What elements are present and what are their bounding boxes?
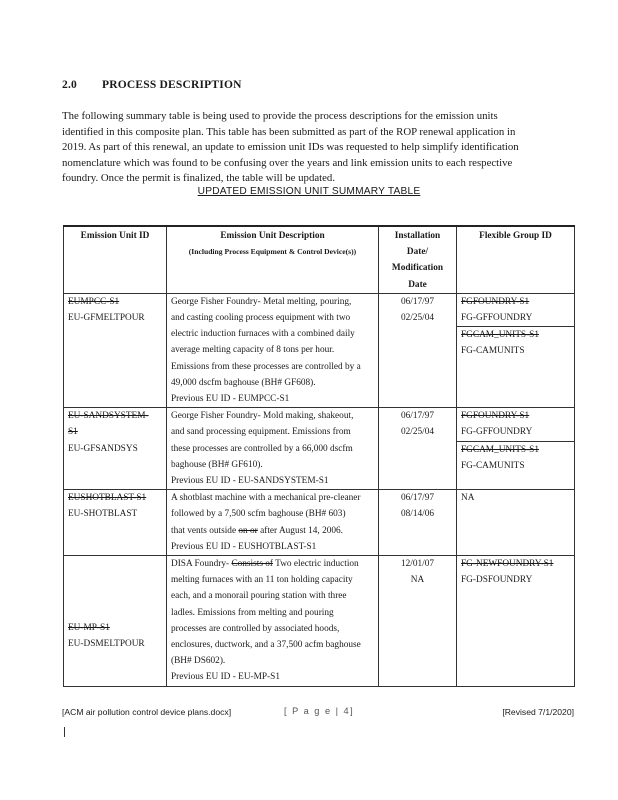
cell-flexible-group: FGFOUNDRY-S1 FG-GFFOUNDRY FGCAM_UNITS-S1 FG-CAMUNITS — [457, 408, 575, 490]
header-emission-unit-id: Emission Unit ID — [64, 226, 167, 293]
intro-line: nomenclature which was found to be confusing over the years and link emission units to each respective — [62, 156, 513, 169]
new-unit-id: EU-GFSANDSYS — [68, 443, 138, 454]
table-header-row — [64, 226, 575, 293]
cell-dates: 12/01/07 NA — [379, 556, 457, 687]
cell-description: DISA Foundry- Consists of Two electric induction melting furnaces with an 11 ton holding capacity each, and a monorail pouring station with three ladles. Emissions from melting and pouring processes are controlled by associated hoods, enclosures, ductwork, and a 37,500 acfm baghouse (BH# DS602). Previous EU ID - EU-MP-S1 — [167, 556, 379, 687]
old-unit-id: EU-SANDSYSTEM- — [68, 411, 149, 422]
cell-description: George Fisher Foundry- Metal melting, pouring, and casting cooling process equipment with two electric induction furnaces with a combined daily average melting capacity of 8 tons per hour. Emissions from these processes are controlled by a 49,000 dscfm baghouse (BH# GF608). Previous EU ID - EUMPCC-S1 — [167, 293, 379, 407]
footer-page-number: [ P a g e | 4] — [284, 706, 355, 716]
section-title: PROCESS DESCRIPTION — [102, 79, 242, 91]
old-unit-id-cont: S1 — [68, 427, 78, 438]
footer-filename: [ACM air pollution control device plans.docx] — [62, 707, 232, 717]
cell-description: A shotblast machine with a mechanical pre-cleaner followed by a 7,500 scfm baghouse (BH# 603) that vents outside on or after August 14, 2006. Previous EU ID - EUSHOTBLAST-S1 — [167, 490, 379, 556]
old-unit-id: EUSHOTBLAST-S1 — [68, 493, 147, 504]
section-heading — [62, 79, 242, 91]
table-row — [64, 490, 575, 556]
page-footer — [62, 707, 574, 721]
cell-flexible-group: FG-NEWFOUNDRY-S1 FG-DSFOUNDRY — [457, 556, 575, 687]
cell-unit-id — [64, 408, 167, 490]
new-unit-id: EU-SHOTBLAST — [68, 509, 138, 520]
struck-text: on or — [238, 525, 258, 536]
cell-description: George Fisher Foundry- Mold making, shakeout, and sand processing equipment. Emissions from these processes are controlled by a 66,000 dscfm baghouse (BH# GF610). Previous EU ID - EU-SANDSYSTEM-S1 — [167, 408, 379, 490]
header-description-sub: (Including Process Equipment & Control Device(s)) — [188, 247, 357, 257]
emission-unit-summary-table — [63, 225, 575, 687]
cell-flexible-group: FGFOUNDRY-S1 FG-GFFOUNDRY FGCAM_UNITS-S1 FG-CAMUNITS — [457, 293, 575, 407]
table-row — [64, 408, 575, 490]
header-flexible-group-id: Flexible Group ID — [457, 226, 575, 293]
table-title: UPDATED EMISSION UNIT SUMMARY TABLE — [197, 186, 421, 197]
intro-paragraph — [62, 109, 572, 187]
cell-dates: 06/17/97 08/14/06 — [379, 490, 457, 556]
new-unit-id: EU-GFMELTPOUR — [68, 313, 145, 324]
page-margin-mark — [64, 727, 65, 737]
table-row — [64, 556, 575, 687]
struck-text: Consists of — [231, 559, 274, 570]
table-row — [64, 293, 575, 407]
intro-line: identified in this composite plan. This table has been submitted as part of the ROP renewal application in — [62, 125, 516, 138]
old-unit-id: EU-MP-S1 — [68, 623, 110, 634]
intro-line: The following summary table is being used to provide the process descriptions for the emission units — [62, 110, 498, 122]
cell-dates: 06/17/97 02/25/04 — [379, 293, 457, 407]
new-unit-id: EU-DSMELTPOUR — [68, 639, 145, 650]
cell-unit-id — [64, 556, 167, 687]
cell-flexible-group: NA — [457, 490, 575, 556]
cell-unit-id — [64, 490, 167, 556]
intro-line: 2019. As part of this renewal, an update to emission unit IDs was requested to help simplify identification — [62, 141, 519, 153]
cell-dates: 06/17/97 02/25/04 — [379, 408, 457, 490]
intro-line: foundry. Once the permit is finalized, the table will be updated. — [62, 172, 336, 184]
section-number: 2.0 — [62, 79, 77, 91]
header-description: Emission Unit Description (Including Process Equipment & Control Device(s)) — [167, 226, 379, 293]
old-unit-id: EUMPCC-S1 — [68, 296, 120, 307]
header-installation-date: Installation Date/ Modification Date — [379, 226, 457, 293]
footer-revision-date: [Revised 7/1/2020] — [502, 707, 574, 717]
cell-unit-id — [64, 293, 167, 407]
